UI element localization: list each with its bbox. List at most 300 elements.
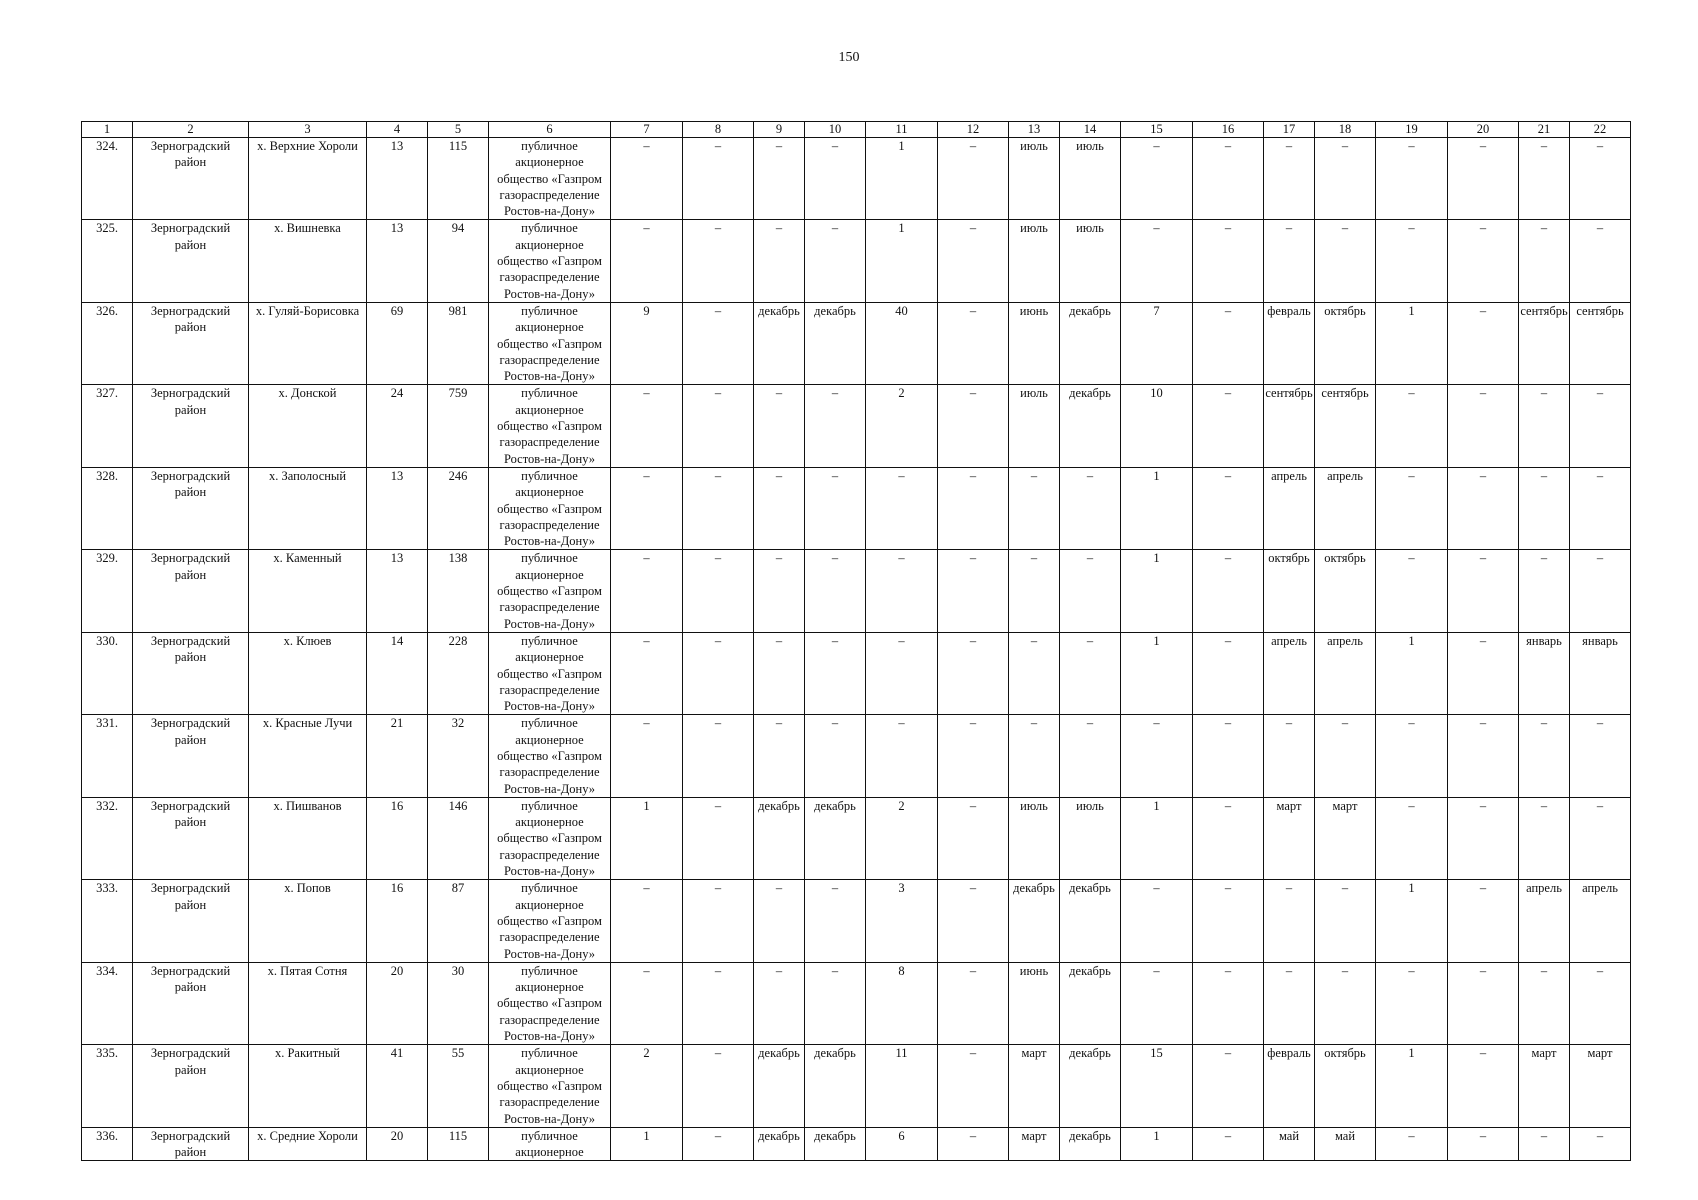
table-cell: 146 [428,797,489,879]
table-cell: июль [1009,220,1060,302]
table-cell: 1 [1121,797,1193,879]
table-cell: 1 [1121,550,1193,632]
table-cell: – [1570,550,1631,632]
table-cell: сентябрь [1570,302,1631,384]
table-cell: – [611,962,683,1044]
table-cell: – [1448,632,1519,714]
table-row [82,1127,1631,1161]
table-cell: 30 [428,962,489,1044]
table-cell: – [866,715,938,797]
table-cell: – [866,550,938,632]
table-cell: декабрь [754,302,805,384]
table-cell: февраль [1264,302,1315,384]
table-cell: – [1376,715,1448,797]
table-cell: – [754,220,805,302]
table-cell: – [866,467,938,549]
table-cell: – [805,880,866,962]
table-cell: х. Каменный [249,550,367,632]
table-cell: – [611,880,683,962]
table-cell: 40 [866,302,938,384]
table-cell: 1 [611,1127,683,1161]
table-cell: – [1121,220,1193,302]
column-number-header: 17 [1264,122,1315,138]
table-cell: – [1570,385,1631,467]
table-cell: – [805,220,866,302]
table-cell: публичное акционерное общество «Газпром газораспределение Ростов-на-Дону» [489,962,611,1044]
table-cell: – [683,715,754,797]
table-cell: 55 [428,1045,489,1127]
table-cell: – [1315,962,1376,1044]
table-cell: – [1009,715,1060,797]
table-cell: Зерноградский район [133,467,249,549]
table-cell: – [1193,715,1264,797]
table-cell: – [1448,797,1519,879]
column-number-header: 20 [1448,122,1519,138]
table-cell: апрель [1315,632,1376,714]
table-cell: 21 [367,715,428,797]
table-cell: – [1376,550,1448,632]
table-cell: 10 [1121,385,1193,467]
table-cell: – [1448,1127,1519,1161]
table-cell: – [938,1127,1009,1161]
table-cell: 7 [1121,302,1193,384]
table-cell: – [805,467,866,549]
table-cell: декабрь [754,1127,805,1161]
table-cell: декабрь [1060,1127,1121,1161]
table-cell: – [1570,467,1631,549]
table-cell: – [1060,632,1121,714]
table-cell: – [683,880,754,962]
table-cell: май [1264,1127,1315,1161]
table-cell: – [611,715,683,797]
table-cell: – [1448,467,1519,549]
table-cell: июнь [1009,962,1060,1044]
table-cell: – [1448,880,1519,962]
table-cell: декабрь [805,1127,866,1161]
table-cell: – [1193,138,1264,220]
table-cell: апрель [1570,880,1631,962]
table-cell: – [754,962,805,1044]
table-cell: – [1060,715,1121,797]
table-cell: – [1060,550,1121,632]
table-cell: х. Заполосный [249,467,367,549]
table-cell: публичное акционерное общество «Газпром газораспределение Ростов-на-Дону» [489,632,611,714]
table-cell: 1 [1121,1127,1193,1161]
table-cell: – [1193,220,1264,302]
table-cell: – [805,715,866,797]
table-cell: 1 [1376,632,1448,714]
table-cell: 87 [428,880,489,962]
column-number-header: 5 [428,122,489,138]
table-cell: – [1519,550,1570,632]
table-cell: 330. [82,632,133,714]
table-row [82,467,1631,549]
page-number: 150 [838,50,860,65]
column-number-header: 18 [1315,122,1376,138]
table-cell: – [1376,467,1448,549]
table-cell: – [1193,385,1264,467]
table-cell: – [754,880,805,962]
column-number-header: 8 [683,122,754,138]
table-cell: 2 [866,797,938,879]
table-cell: июль [1060,138,1121,220]
table-cell: – [1570,1127,1631,1161]
table-cell: – [1519,962,1570,1044]
table-cell: Зерноградский район [133,715,249,797]
table-cell: – [1264,962,1315,1044]
table-cell: 8 [866,962,938,1044]
table-cell: – [1060,467,1121,549]
table-cell: х. Клюев [249,632,367,714]
table-row [82,138,1631,220]
table-cell: Зерноградский район [133,632,249,714]
table-cell: – [1121,715,1193,797]
table-cell: Зерноградский район [133,880,249,962]
table-cell: – [683,1127,754,1161]
table-cell: сентябрь [1315,385,1376,467]
table-cell: Зерноградский район [133,302,249,384]
table-cell: 14 [367,632,428,714]
table-cell: – [1376,962,1448,1044]
table-cell: – [683,550,754,632]
table-cell: – [1193,632,1264,714]
table-cell: – [611,550,683,632]
table-cell: – [1193,797,1264,879]
table-cell: 336. [82,1127,133,1161]
table-cell: апрель [1264,467,1315,549]
table-cell: 115 [428,138,489,220]
table-cell: – [805,138,866,220]
table-cell: – [805,550,866,632]
table-cell: – [938,220,1009,302]
table-cell: 326. [82,302,133,384]
table-row [82,632,1631,714]
table-cell: 11 [866,1045,938,1127]
table-cell: – [1376,1127,1448,1161]
table-cell: 20 [367,962,428,1044]
table-cell: – [1570,797,1631,879]
data-table [81,121,1631,1161]
table-cell: Зерноградский район [133,550,249,632]
table-cell: март [1009,1127,1060,1161]
table-cell: декабрь [1060,962,1121,1044]
table-cell: – [1448,550,1519,632]
table-cell: – [938,962,1009,1044]
table-cell: апрель [1519,880,1570,962]
table-cell: октябрь [1264,550,1315,632]
table-cell: – [938,1045,1009,1127]
table-cell: – [611,220,683,302]
table-cell: – [683,962,754,1044]
column-number-header: 22 [1570,122,1631,138]
table-cell: Зерноградский район [133,1127,249,1161]
table-cell: публичное акционерное общество «Газпром газораспределение Ростов-на-Дону» [489,1045,611,1127]
table-cell: Зерноградский район [133,138,249,220]
table-row [82,880,1631,962]
table-cell: 1 [866,220,938,302]
table-cell: 1 [1121,632,1193,714]
table-cell: 1 [1121,467,1193,549]
table-cell: Зерноградский район [133,220,249,302]
table-cell: – [1448,302,1519,384]
table-cell: 331. [82,715,133,797]
table-cell: 16 [367,880,428,962]
column-number-header: 19 [1376,122,1448,138]
table-cell: Зерноградский район [133,1045,249,1127]
table-cell: 1 [611,797,683,879]
table-cell: март [1519,1045,1570,1127]
table-cell: 13 [367,138,428,220]
table-row [82,797,1631,879]
table-cell: – [1519,797,1570,879]
table-cell: 1 [866,138,938,220]
table-cell: – [1570,715,1631,797]
table-cell: октябрь [1315,1045,1376,1127]
table-cell: – [1376,138,1448,220]
table-cell: – [1121,138,1193,220]
table-cell: сентябрь [1519,302,1570,384]
column-number-header: 13 [1009,122,1060,138]
table-cell: – [1315,880,1376,962]
table-cell: декабрь [1060,880,1121,962]
table-cell: 332. [82,797,133,879]
table-cell: декабрь [1009,880,1060,962]
table-cell: – [938,138,1009,220]
table-cell: декабрь [754,797,805,879]
table-cell: июль [1060,797,1121,879]
table-cell: 328. [82,467,133,549]
table-cell: – [683,220,754,302]
table-cell: – [1315,138,1376,220]
table-cell: 2 [611,1045,683,1127]
table-cell: х. Пятая Сотня [249,962,367,1044]
table-cell: – [611,632,683,714]
column-number-header: 21 [1519,122,1570,138]
table-cell: – [805,385,866,467]
table-cell: – [805,632,866,714]
table-cell: 329. [82,550,133,632]
table-cell: – [1193,1127,1264,1161]
table-cell: х. Верхние Хороли [249,138,367,220]
table-cell: – [1009,467,1060,549]
table-cell: декабрь [805,797,866,879]
table-cell: апрель [1315,467,1376,549]
table-cell: – [754,632,805,714]
table-cell: 228 [428,632,489,714]
table-row [82,385,1631,467]
table-cell: х. Красные Лучи [249,715,367,797]
table-row [82,962,1631,1044]
table-cell: – [1448,962,1519,1044]
table-cell: январь [1519,632,1570,714]
table-cell: – [1376,220,1448,302]
table-cell: – [1376,797,1448,879]
table-cell: 327. [82,385,133,467]
table-cell: – [683,385,754,467]
table-cell: – [1009,550,1060,632]
table-cell: Зерноградский район [133,797,249,879]
table-cell: июль [1009,138,1060,220]
table-cell: июль [1009,385,1060,467]
table-cell: 1 [1376,302,1448,384]
table-cell: – [1193,550,1264,632]
table-cell: – [683,467,754,549]
table-cell: – [938,632,1009,714]
table-cell: – [1193,962,1264,1044]
table-cell: Зерноградский район [133,962,249,1044]
table-cell: 24 [367,385,428,467]
column-number-header: 9 [754,122,805,138]
table-cell: декабрь [1060,302,1121,384]
table-cell: публичное акционерное общество «Газпром газораспределение Ростов-на-Дону» [489,138,611,220]
table-cell: публичное акционерное общество «Газпром газораспределение Ростов-на-Дону» [489,385,611,467]
table-cell: июль [1060,220,1121,302]
column-number-header: 3 [249,122,367,138]
table-cell: 324. [82,138,133,220]
table-cell: сентябрь [1264,385,1315,467]
table-cell: – [1519,715,1570,797]
table-cell: публичное акционерное общество «Газпром газораспределение Ростов-на-Дону» [489,880,611,962]
table-cell: – [1448,715,1519,797]
table-cell: – [1264,138,1315,220]
table-cell: публичное акционерное общество «Газпром газораспределение Ростов-на-Дону» [489,302,611,384]
table-cell: 6 [866,1127,938,1161]
table-cell: – [938,797,1009,879]
table-cell: 69 [367,302,428,384]
table-cell: публичное акционерное [489,1127,611,1161]
table-cell: март [1009,1045,1060,1127]
table-cell: – [754,715,805,797]
table-cell: 335. [82,1045,133,1127]
table-cell: – [866,632,938,714]
column-number-header: 1 [82,122,133,138]
table-cell: публичное акционерное общество «Газпром газораспределение Ростов-на-Дону» [489,550,611,632]
table-cell: 325. [82,220,133,302]
table-cell: октябрь [1315,550,1376,632]
table-cell: – [1570,220,1631,302]
table-cell: – [754,550,805,632]
table-cell: х. Средние Хороли [249,1127,367,1161]
table-cell: октябрь [1315,302,1376,384]
table-cell: декабрь [754,1045,805,1127]
table-cell: 334. [82,962,133,1044]
table-cell: – [683,632,754,714]
column-number-header: 16 [1193,122,1264,138]
table-cell: х. Пишванов [249,797,367,879]
table-cell: х. Гуляй-Борисовка [249,302,367,384]
table-cell: – [1519,1127,1570,1161]
table-cell: – [754,138,805,220]
table-cell: апрель [1264,632,1315,714]
table-cell: 15 [1121,1045,1193,1127]
table-cell: – [683,1045,754,1127]
table-cell: – [1448,138,1519,220]
table-cell: 1 [1376,1045,1448,1127]
column-number-header: 10 [805,122,866,138]
table-cell: Зерноградский район [133,385,249,467]
table-cell: 2 [866,385,938,467]
table-cell: – [683,138,754,220]
table-cell: декабрь [1060,385,1121,467]
table-cell: декабрь [1060,1045,1121,1127]
table-cell: публичное акционерное общество «Газпром газораспределение Ростов-на-Дону» [489,797,611,879]
table-cell: 94 [428,220,489,302]
table-cell: публичное акционерное общество «Газпром газораспределение Ростов-на-Дону» [489,715,611,797]
table-cell: июнь [1009,302,1060,384]
table-cell: – [754,385,805,467]
table-cell: июль [1009,797,1060,879]
table-cell: декабрь [805,302,866,384]
table-cell: х. Донской [249,385,367,467]
table-cell: – [1315,220,1376,302]
column-number-header: 14 [1060,122,1121,138]
table-cell: март [1264,797,1315,879]
table-cell: – [1009,632,1060,714]
table-row [82,1045,1631,1127]
table-cell: – [938,715,1009,797]
table-cell: 981 [428,302,489,384]
table-cell: – [1121,962,1193,1044]
column-number-header: 2 [133,122,249,138]
column-number-header: 12 [938,122,1009,138]
table-header-row [82,122,1631,138]
table-cell: 759 [428,385,489,467]
table-cell: – [754,467,805,549]
table-cell: 1 [1376,880,1448,962]
table-cell: 246 [428,467,489,549]
table-row [82,550,1631,632]
table-cell: 32 [428,715,489,797]
table-cell: х. Вишневка [249,220,367,302]
table-cell: 138 [428,550,489,632]
table-cell: – [1264,220,1315,302]
table-cell: – [611,385,683,467]
table-cell: – [1193,880,1264,962]
table-cell: 13 [367,467,428,549]
table-cell: – [683,797,754,879]
table-cell: 13 [367,550,428,632]
table-cell: – [938,880,1009,962]
table-cell: х. Попов [249,880,367,962]
table-cell: – [1193,302,1264,384]
table-cell: – [938,467,1009,549]
column-number-header: 6 [489,122,611,138]
column-number-header: 4 [367,122,428,138]
table-cell: – [683,302,754,384]
table-cell: – [1193,467,1264,549]
column-number-header: 11 [866,122,938,138]
table-cell: 41 [367,1045,428,1127]
table-cell: публичное акционерное общество «Газпром газораспределение Ростов-на-Дону» [489,220,611,302]
table-cell: – [1315,715,1376,797]
table-row [82,220,1631,302]
table-cell: 3 [866,880,938,962]
table-cell: 13 [367,220,428,302]
table-cell: – [938,385,1009,467]
table-cell: – [1519,467,1570,549]
table-cell: декабрь [805,1045,866,1127]
table-cell: март [1570,1045,1631,1127]
table-cell: – [1448,1045,1519,1127]
table-cell: 9 [611,302,683,384]
table-cell: – [1193,1045,1264,1127]
table-row [82,302,1631,384]
table-cell: – [1448,220,1519,302]
table-cell: – [1448,385,1519,467]
table-cell: публичное акционерное общество «Газпром газораспределение Ростов-на-Дону» [489,467,611,549]
table-row [82,715,1631,797]
table-cell: 20 [367,1127,428,1161]
